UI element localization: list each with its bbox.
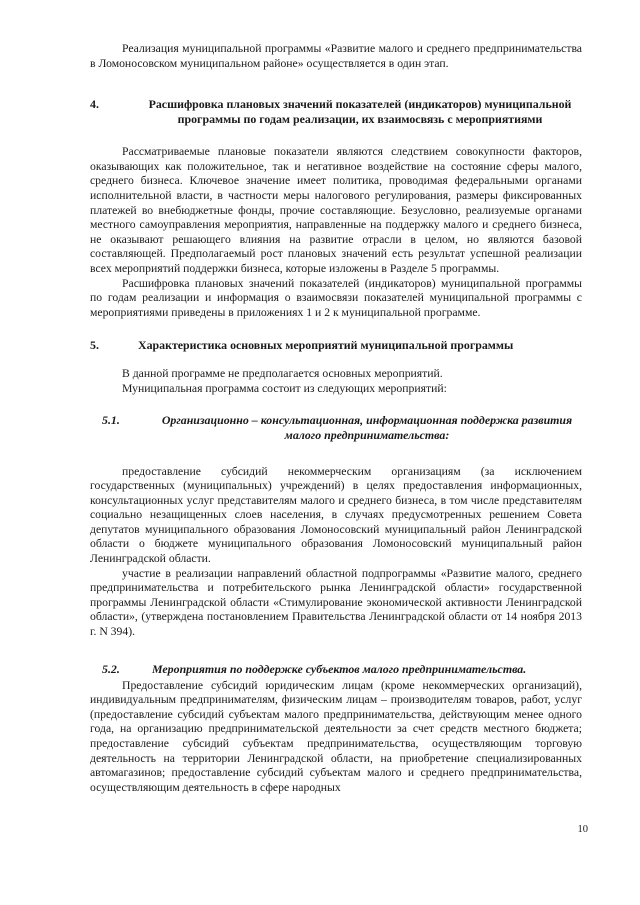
- subsection-5-1-paragraph: предоставление субсидий некоммерческим организациям (за исключением государственных (муниципальных) учреждений) в целях предоставления информационных, консультационных услуг представителям малого и среднего бизнеса, в том числе представителям социально незащищенных слоев населения, в случаях предусмотренных решением Совета депутатов муниципального образования Ломоносовский муниципальный район Ленинградской области о бюджете муниципального образования Ломоносовский муниципальный район Ленинградской области.: [90, 464, 582, 566]
- intro-paragraph: Реализация муниципальной программы «Развитие малого и среднего предпринимательства в Ломоносовском муниципальном районе» осуществляется в один этап.: [90, 42, 582, 70]
- section-5-line: В данной программе не предполагается основных мероприятий.: [122, 367, 443, 381]
- subsection-5-2-paragraph: Предоставление субсидий юридическим лицам (кроме некоммерческих организаций), индивидуальным предпринимателям, физическим лицам – производителям товаров, работ, услуг (предоставление субсидий субъектам малого предпринимательства, действующим менее одного года, на организацию предпринимательской деятельности за счет средств местного бюджета; предоставление субсидий субъектам предпринимательства, осуществляющим торговую деятельность на территории Ленинградской области, на приобретение специализированных автомагазинов; предоставление субсидий субъектам малого и среднего предпринимательства, осуществляющим деятельность в сфере народных: [90, 678, 582, 794]
- section-4-heading: [90, 97, 582, 127]
- page-number: 10: [577, 824, 588, 835]
- section-5-heading: [90, 338, 582, 353]
- section-5-number: 5.: [90, 338, 99, 353]
- section-5-title: Характеристика основных мероприятий муниципальной программы: [138, 338, 514, 353]
- subsection-5-2-title: Мероприятия по поддержке субъектов малого предпринимательства.: [152, 661, 527, 676]
- subsection-5-1-number: 5.1.: [102, 412, 120, 427]
- section-4-title: Расшифровка плановых значений показателей (индикаторов) муниципальной программы по годам реализации, их взаимосвязь с мероприятиями: [148, 97, 572, 127]
- subsection-5-1-paragraph: участие в реализации направлений областной подпрограммы «Развитие малого, среднего предпринимательства и потребительского рынка Ленинградской области» государственной программы Ленинградской области «Стимулирование экономической активности Ленинградской области», (утверждена постановлением Правительства Ленинградской области от 14 ноября 2013 г. N 394).: [90, 566, 582, 639]
- section-5-line: Муниципальная программа состоит из следующих мероприятий:: [122, 381, 447, 395]
- section-4-paragraph: Рассматриваемые плановые показатели являются следствием совокупности факторов, оказывающих как положительное, так и негативное воздействие на состояние сферы малого, среднего бизнеса. Ключевое значение имеет политика, проводимая федеральными органами исполнительной власти, в частности меры налогового регулирования, размеры фиксированных платежей во внебюджетные фонды, прочие составляющие. Безусловно, реализуемые органами местного самоуправления мероприятия, направленные на поддержку малого и среднего бизнеса, не оказывают решающего влияния на развитие отрасли в целом, но являются базовой составляющей. Предполагаемый рост плановых значений есть результат успешной реализации всех мероприятий поддержки бизнеса, которые изложены в Разделе 5 программы.: [90, 145, 582, 275]
- section-4-paragraph: Расшифровка плановых значений показателей (индикаторов) муниципальной программы по годам реализации и информация о взаимосвязи показателей муниципальной программы с мероприятиями приведены в приложениях 1 и 2 к муниципальной программе.: [90, 276, 582, 319]
- section-4-number: 4.: [90, 97, 99, 112]
- subsection-5-1-heading: [90, 413, 582, 443]
- subsection-5-1-title: Организационно – консультационная, информационная поддержка развития малого предпринимательства:: [161, 412, 573, 442]
- subsection-5-2-number: 5.2.: [102, 661, 120, 676]
- subsection-5-2-heading: [90, 662, 582, 677]
